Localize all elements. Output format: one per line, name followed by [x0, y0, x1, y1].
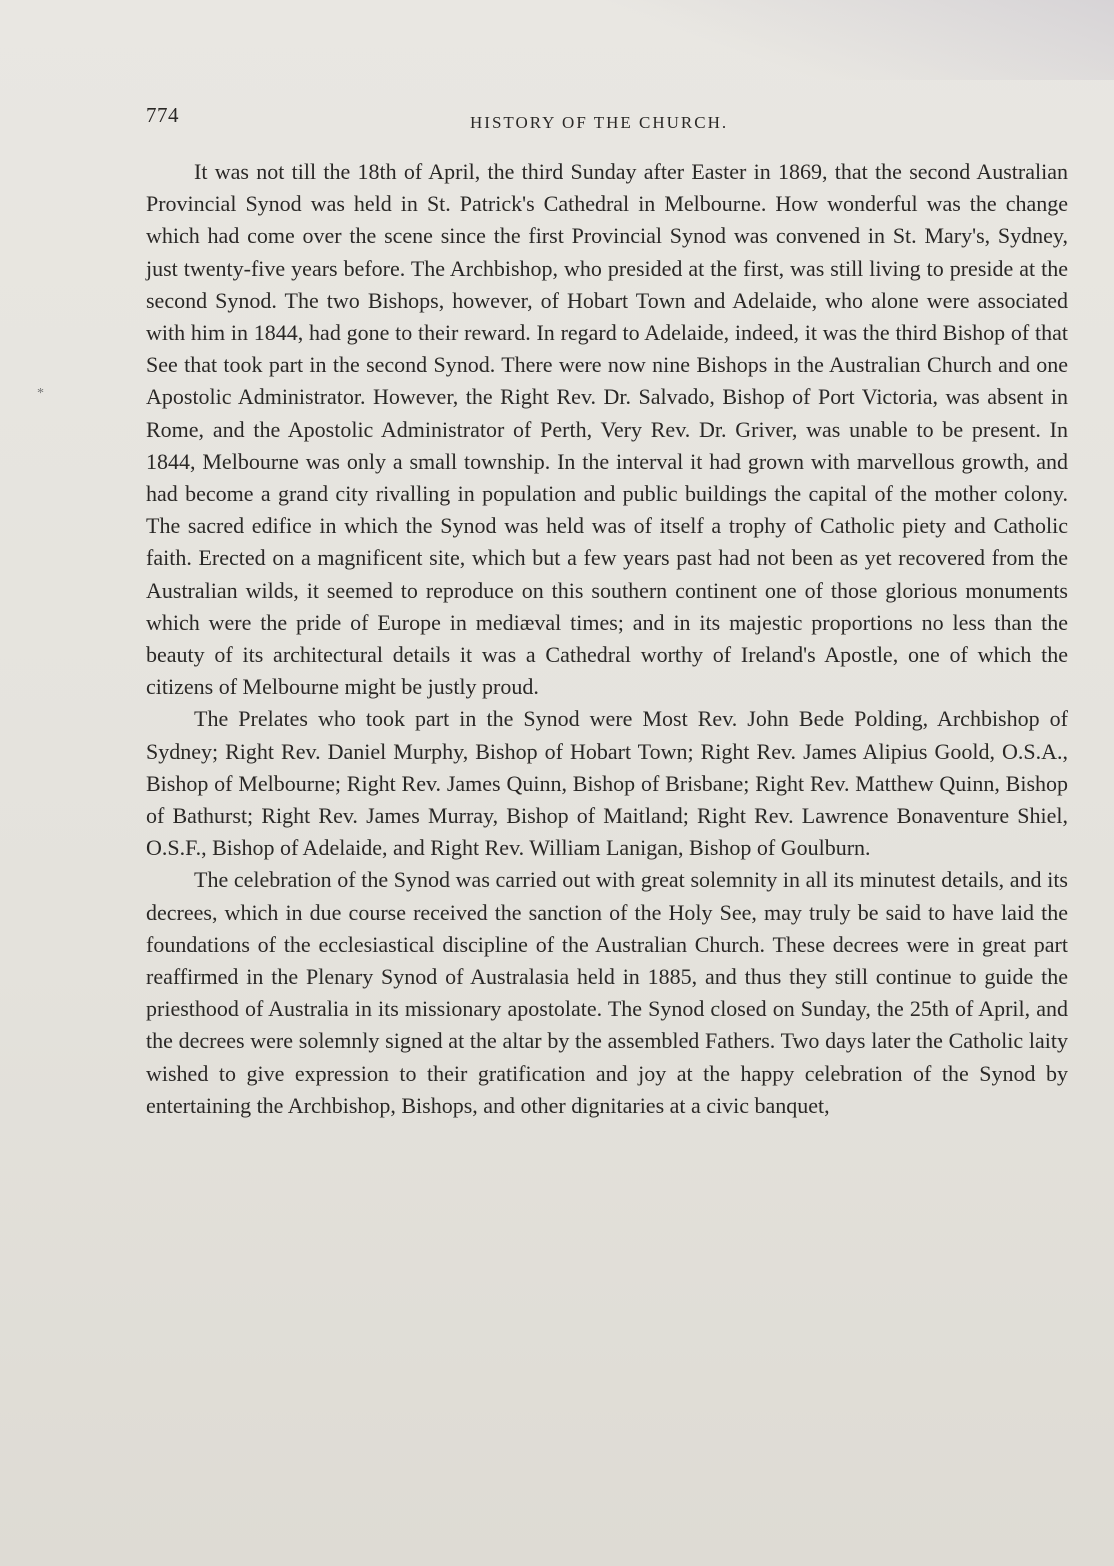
- margin-mark: *: [37, 386, 44, 401]
- page-shadow: [594, 0, 1114, 80]
- paragraph-synod-1869: It was not till the 18th of April, the third Sunday after Easter in 1869, that the second Australian Provincial Synod was held in St. Patrick's Cathedral in Melbourne. How wonderful was the change which had come over the scene since the first Provincial Synod was convened in St. Mary's, Sydney, just twenty-five years before. The Archbishop, who presided at the first, was still living to preside at the second Synod. The two Bishops, however, of Hobart Town and Adelaide, who alone were associated with him in 1844, had gone to their reward. In regard to Adelaide, indeed, it was the third Bishop of that See that took part in the second Synod. There were now nine Bishops in the Australian Church and one Apostolic Administrator. However, the Right Rev. Dr. Salvado, Bishop of Port Victoria, was absent in Rome, and the Apostolic Administrator of Perth, Very Rev. Dr. Griver, was unable to be present. In 1844, Melbourne was only a small township. In the interval it had grown with marvellous growth, and had become a grand city rivalling in population and public buildings the capital of the mother colony. The sacred edifice in which the Synod was held was of itself a trophy of Catholic piety and Catholic faith. Erected on a magnificent site, which but a few years past had not been as yet recovered from the Australian wilds, it seemed to reproduce on this southern continent one of those glorious monuments which were the pride of Europe in mediæval times; and in its majestic proportions no less than the beauty of its architectural details it was a Cathedral worthy of Ireland's Apostle, one of which the citizens of Melbourne might be justly proud.: [146, 159, 1068, 700]
- body-text: [146, 156, 1068, 1122]
- paragraph-prelates: The Prelates who took part in the Synod were Most Rev. John Bede Polding, Archbishop of Sydney; Right Rev. Daniel Murphy, Bishop of Hobart Town; Right Rev. James Alipius Goold, O.S.A., Bishop of Melbourne; Right Rev. James Quinn, Bishop of Brisbane; Right Rev. Matthew Quinn, Bishop of Bathurst; Right Rev. James Murray, Bishop of Maitland; Right Rev. Lawrence Bonaventure Shiel, O.S.F., Bishop of Adelaide, and Right Rev. William Lanigan, Bishop of Goulburn.: [146, 706, 1068, 861]
- page-number: 774: [146, 103, 179, 127]
- running-title: HISTORY OF THE CHURCH.: [470, 113, 729, 132]
- paragraph-celebration: The celebration of the Synod was carried out with great solemnity in all its minutest details, and its decrees, which in due course received the sanction of the Holy See, may truly be said to have laid the foundations of the ecclesiastical discipline of the Australian Church. These decrees were in great part reaffirmed in the Plenary Synod of Australasia held in 1885, and thus they still continue to guide the priesthood of Australia in its missionary apostolate. The Synod closed on Sunday, the 25th of April, and the decrees were solemnly signed at the altar by the assembled Fathers. Two days later the Catholic laity wished to give expression to their gratification and joy at the happy celebration of the Synod by entertaining the Archbishop, Bishops, and other dignitaries at a civic banquet,: [146, 867, 1068, 1118]
- page-header: [146, 103, 1070, 139]
